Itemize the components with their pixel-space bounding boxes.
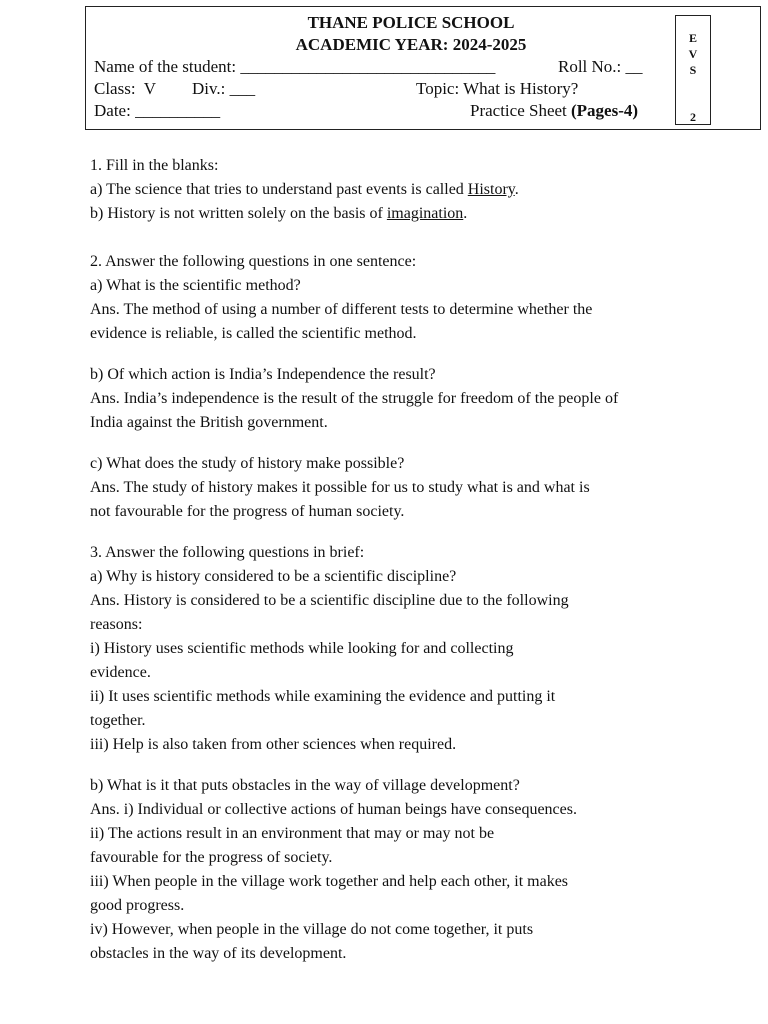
q3-b-answer-line: obstacles in the way of its development. — [90, 945, 347, 962]
q3-b-answer-line: ii) The actions result in an environment that may or may not be — [90, 825, 495, 842]
q2-b-answer-line: India against the British government. — [90, 414, 328, 431]
q1-b: b) History is not written solely on the basis of imagination. — [90, 205, 468, 222]
q2-a-answer-line: Ans. The method of using a number of different tests to determine whether the — [90, 301, 593, 318]
q3-a-answer-line: Ans. History is considered to be a scientific discipline due to the following — [90, 592, 569, 609]
subject-letter-e: E — [688, 31, 697, 45]
date-field: Date: __________ — [94, 101, 221, 120]
q3-b-answer-line: iv) However, when people in the village do not come together, it puts — [90, 921, 534, 938]
q3-a-answer-line: ii) It uses scientific methods while examining the evidence and putting it — [90, 688, 556, 705]
sheet-text: Practice Sheet — [470, 101, 572, 120]
q3-b-answer-line: good progress. — [90, 897, 185, 914]
q1-a-answer: History — [467, 181, 515, 198]
topic-field: Topic: What is History? — [416, 79, 579, 98]
q1-b-answer: imagination — [386, 205, 464, 222]
q2-c-answer-line: Ans. The study of history makes it possible for us to study what is and what is — [90, 479, 590, 496]
q2-b-answer-line: Ans. India’s independence is the result of the struggle for freedom of the people of — [90, 390, 619, 407]
q3-a-answer-line: iii) Help is also taken from other sciences when required. — [90, 736, 457, 753]
school-name: THANE POLICE SCHOOL — [307, 13, 515, 32]
q3-b-answer-line: favourable for the progress of society. — [90, 849, 333, 866]
q3-a-answer-line: reasons: — [90, 616, 143, 633]
subject-code-box — [675, 15, 711, 125]
worksheet-header — [85, 6, 761, 130]
student-name-field: Name of the student: ______________________________ — [94, 57, 496, 76]
worksheet-body — [90, 154, 710, 966]
q2-b-question: b) Of which action is India’s Independence the result? — [90, 366, 436, 383]
q2-a-answer-line: evidence is reliable, is called the scientific method. — [90, 325, 417, 342]
q3-b-answer-line: Ans. i) Individual or collective actions of human beings have consequences. — [90, 801, 577, 818]
q3-b-answer-line: iii) When people in the village work together and help each other, it makes — [90, 873, 569, 890]
q3-a-answer-line: i) History uses scientific methods while looking for and collecting — [90, 640, 514, 657]
subject-number: 2 — [690, 110, 696, 124]
q2-c-question: c) What does the study of history make possible? — [90, 455, 405, 472]
subject-letter-s: S — [689, 63, 697, 77]
q3-heading: 3. Answer the following questions in brief: — [90, 544, 365, 561]
q3-a-question: a) Why is history considered to be a scientific discipline? — [90, 568, 457, 585]
subject-letter-v: V — [688, 47, 698, 61]
roll-number-field: Roll No.: __ — [558, 57, 643, 76]
q3-b-question: b) What is it that puts obstacles in the way of village development? — [90, 777, 520, 794]
academic-year: ACADEMIC YEAR: 2024-2025 — [295, 35, 527, 54]
q3-a-answer-line: evidence. — [90, 664, 151, 681]
division-field: Div.: ___ — [192, 79, 256, 98]
q2-a-question: a) What is the scientific method? — [90, 277, 301, 294]
q3-a-answer-line: together. — [90, 712, 146, 729]
sheet-pages: (Pages-4) — [571, 101, 639, 120]
class-field: Class: V — [94, 79, 157, 98]
q1-a: a) The science that tries to understand past events is called History. — [90, 181, 519, 198]
q2-c-answer-line: not favourable for the progress of human society. — [90, 503, 405, 520]
q2-heading: 2. Answer the following questions in one sentence: — [90, 253, 417, 270]
practice-sheet-label — [470, 101, 638, 121]
q1-heading: 1. Fill in the blanks: — [90, 157, 219, 174]
